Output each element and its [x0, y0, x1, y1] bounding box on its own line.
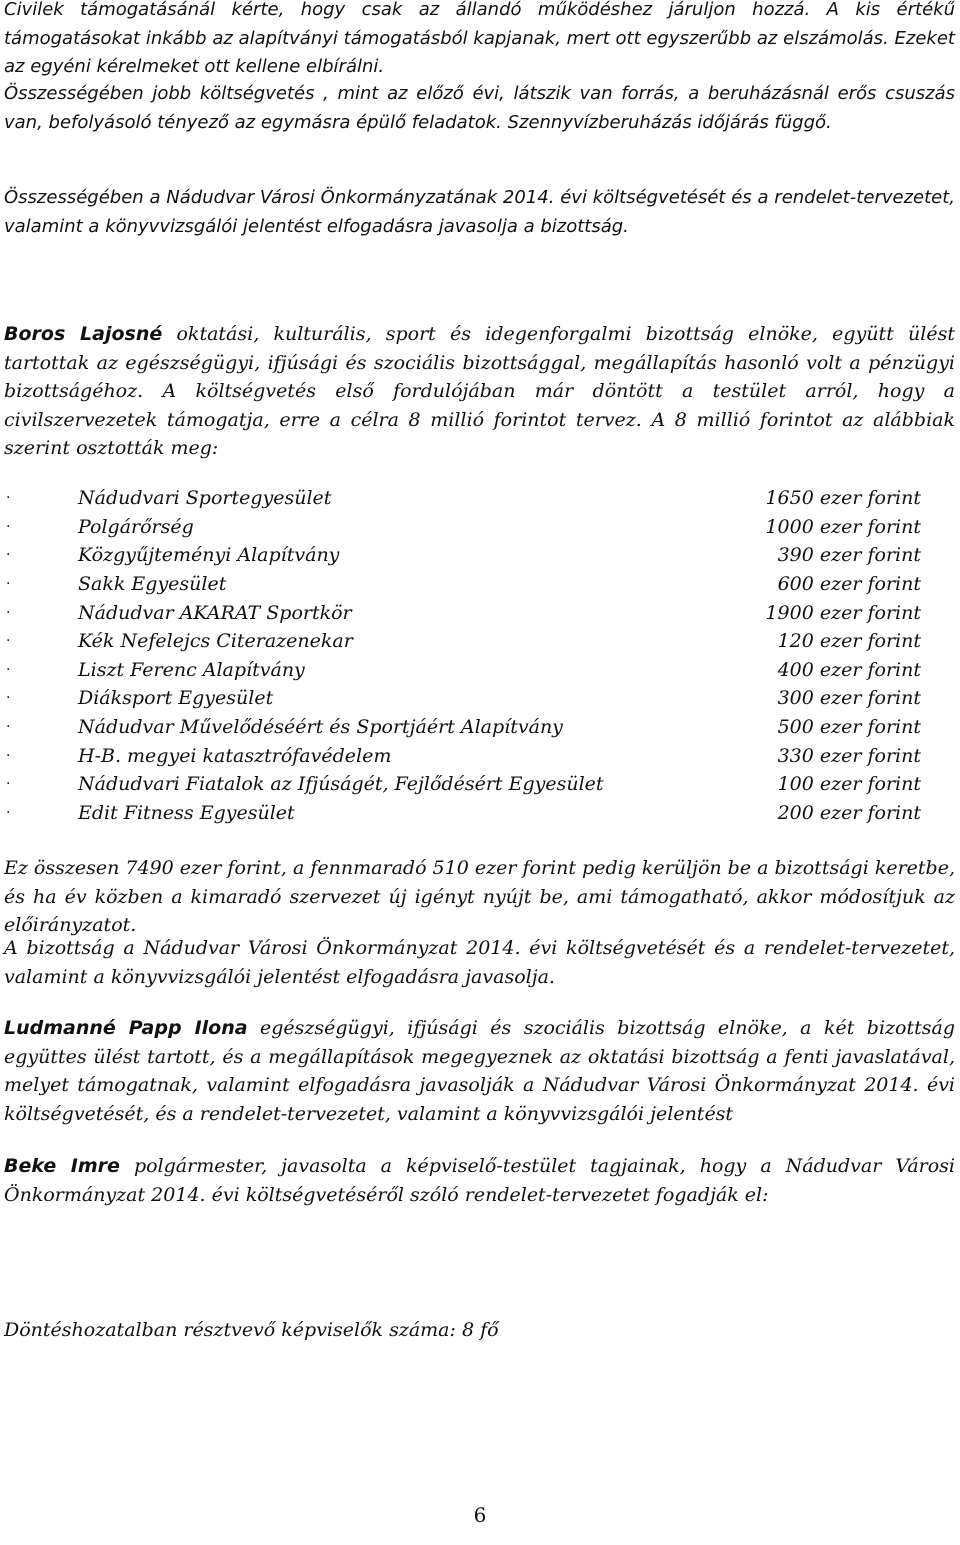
organization-name: Közgyűjteményi Alapítvány — [78, 544, 340, 567]
list-item — [4, 713, 955, 742]
allocation-list — [4, 484, 955, 827]
bullet-icon: · — [6, 604, 11, 621]
organization-name: Nádudvar AKARAT Sportkör — [78, 601, 352, 624]
speaker-name: Boros Lajosné — [4, 323, 163, 345]
bullet-icon: · — [6, 576, 11, 593]
paragraph-civil-support: Civilek támogatásánál kérte, hogy csak az állandó működéshez járuljon hozzá. A kis értékű támogatásokat inkább az alapítványi támogatásból kapjanak, mert ott egyszerűbb az elszámolás. Ezeket az egyéni kérelmeket ott kellene elbírálni. — [4, 0, 955, 78]
paragraph-beke-imre — [4, 1152, 955, 1209]
bullet-icon: · — [6, 661, 11, 678]
bullet-icon: · — [6, 804, 11, 821]
allocation-amount: 1650 ezer forint — [765, 487, 921, 510]
organization-name: Diáksport Egyesület — [78, 687, 274, 710]
organization-name: Nádudvar Művelődéséért és Sportjáért Alapítvány — [78, 716, 563, 739]
speaker-statement: polgármester, javasolta a képviselő-testület tagjainak, hogy a Nádudvar Városi Önkormányzat 2014. évi költségvetéséről szóló rendelet-tervezetet fogadják el: — [4, 1155, 955, 1206]
allocation-amount: 400 ezer forint — [777, 658, 921, 681]
bullet-icon: · — [6, 719, 11, 736]
list-item — [4, 627, 955, 656]
page-number: 6 — [473, 1503, 487, 1527]
speaker-name: Ludmanné Papp Ilona — [4, 1017, 248, 1039]
organization-name: H-B. megyei katasztrófavédelem — [78, 744, 392, 767]
list-item — [4, 513, 955, 542]
organization-name: Sakk Egyesület — [78, 573, 227, 596]
list-item — [4, 570, 955, 599]
organization-name: Liszt Ferenc Alapítvány — [78, 658, 305, 681]
allocation-amount: 300 ezer forint — [777, 687, 921, 710]
allocation-amount: 500 ezer forint — [777, 716, 921, 739]
allocation-amount: 200 ezer forint — [777, 801, 921, 824]
bullet-icon: · — [6, 747, 11, 764]
bullet-icon: · — [6, 490, 11, 507]
list-item — [4, 484, 955, 513]
organization-name: Nádudvari Fiatalok az Ifjúságét, Fejlődésért Egyesület — [78, 773, 604, 796]
paragraph-voting-count: Döntéshozatalban résztvevő képviselők száma: 8 fő — [4, 1319, 499, 1341]
speaker-statement: oktatási, kulturális, sport és idegenforgalmi bizottság elnöke, együtt ülést tartottak az egészségügyi, ifjúsági és szociális bizottsággal, megállapítás hasonló volt a pénzügyi bizottságéhoz. A költségvetés első fordulójában már döntött a testület arról, hogy a civilszervezetek támogatja, erre a célra 8 millió forintot tervez. A 8 millió forintot az alábbiak szerint osztották meg: — [4, 323, 955, 460]
allocation-amount: 120 ezer forint — [777, 630, 921, 653]
list-item — [4, 741, 955, 770]
allocation-amount: 100 ezer forint — [777, 773, 921, 796]
bullet-icon: · — [6, 776, 11, 793]
bullet-icon: · — [6, 518, 11, 535]
paragraph-committee-approval: A bizottság a Nádudvar Városi Önkormányzat 2014. évi költségvetését és a rendelet-tervezetet, valamint a könyvvizsgálói jelentést elfogadásra javasolja. — [4, 937, 955, 988]
paragraph-ludmanne-papp-ilona — [4, 1014, 955, 1128]
speaker-name: Beke Imre — [4, 1155, 120, 1177]
allocation-amount: 1900 ezer forint — [765, 601, 921, 624]
bullet-icon: · — [6, 547, 11, 564]
organization-name: Edit Fitness Egyesület — [78, 801, 295, 824]
organization-name: Polgárőrség — [78, 515, 194, 538]
allocation-amount: 600 ezer forint — [777, 573, 921, 596]
list-item — [4, 770, 955, 799]
list-item — [4, 684, 955, 713]
allocation-amount: 1000 ezer forint — [765, 515, 921, 538]
paragraph-budget-summary: Összességében jobb költségvetés , mint az előző évi, látszik van forrás, a beruházásnál erős csuszás van, befolyásoló tényező az egymásra épülő feladatok. Szennyvízberuházás időjárás függő. — [4, 83, 955, 133]
allocation-amount: 330 ezer forint — [777, 744, 921, 767]
organization-name: Kék Nefelejcs Citerazenekar — [78, 630, 353, 653]
list-item — [4, 656, 955, 685]
speaker-statement: egészségügyi, ifjúsági és szociális bizottság elnöke, a két bizottság együttes ülést tartott, és a megállapítások megegyeznek az oktatási bizottság a fenti javaslatával, melyet támogatnak, valamint elfogadásra javasolják a Nádudvar Városi Önkormányzat 2014. évi költségvetését, és a rendelet-tervezetet, valamint a könyvvizsgálói jelentést — [4, 1017, 955, 1125]
allocation-amount: 390 ezer forint — [777, 544, 921, 567]
paragraph-boros-lajosne — [4, 320, 955, 463]
list-item — [4, 799, 955, 828]
paragraph-total: Ez összesen 7490 ezer forint, a fennmaradó 510 ezer forint pedig kerüljön be a bizottsági keretbe, és ha év közben a kimaradó szervezet új igényt nyújt be, ami támogatható, akkor módosítjuk az előirányzatot. — [4, 857, 955, 937]
list-item — [4, 598, 955, 627]
paragraph-committee-recommendation: Összességében a Nádudvar Városi Önkormányzatának 2014. évi költségvetését és a rendelet-tervezetet, valamint a könyvvizsgálói jelentést elfogadásra javasolja a bizottság. — [4, 187, 955, 237]
bullet-icon: · — [6, 633, 11, 650]
bullet-icon: · — [6, 690, 11, 707]
list-item — [4, 541, 955, 570]
organization-name: Nádudvari Sportegyesület — [78, 487, 332, 510]
